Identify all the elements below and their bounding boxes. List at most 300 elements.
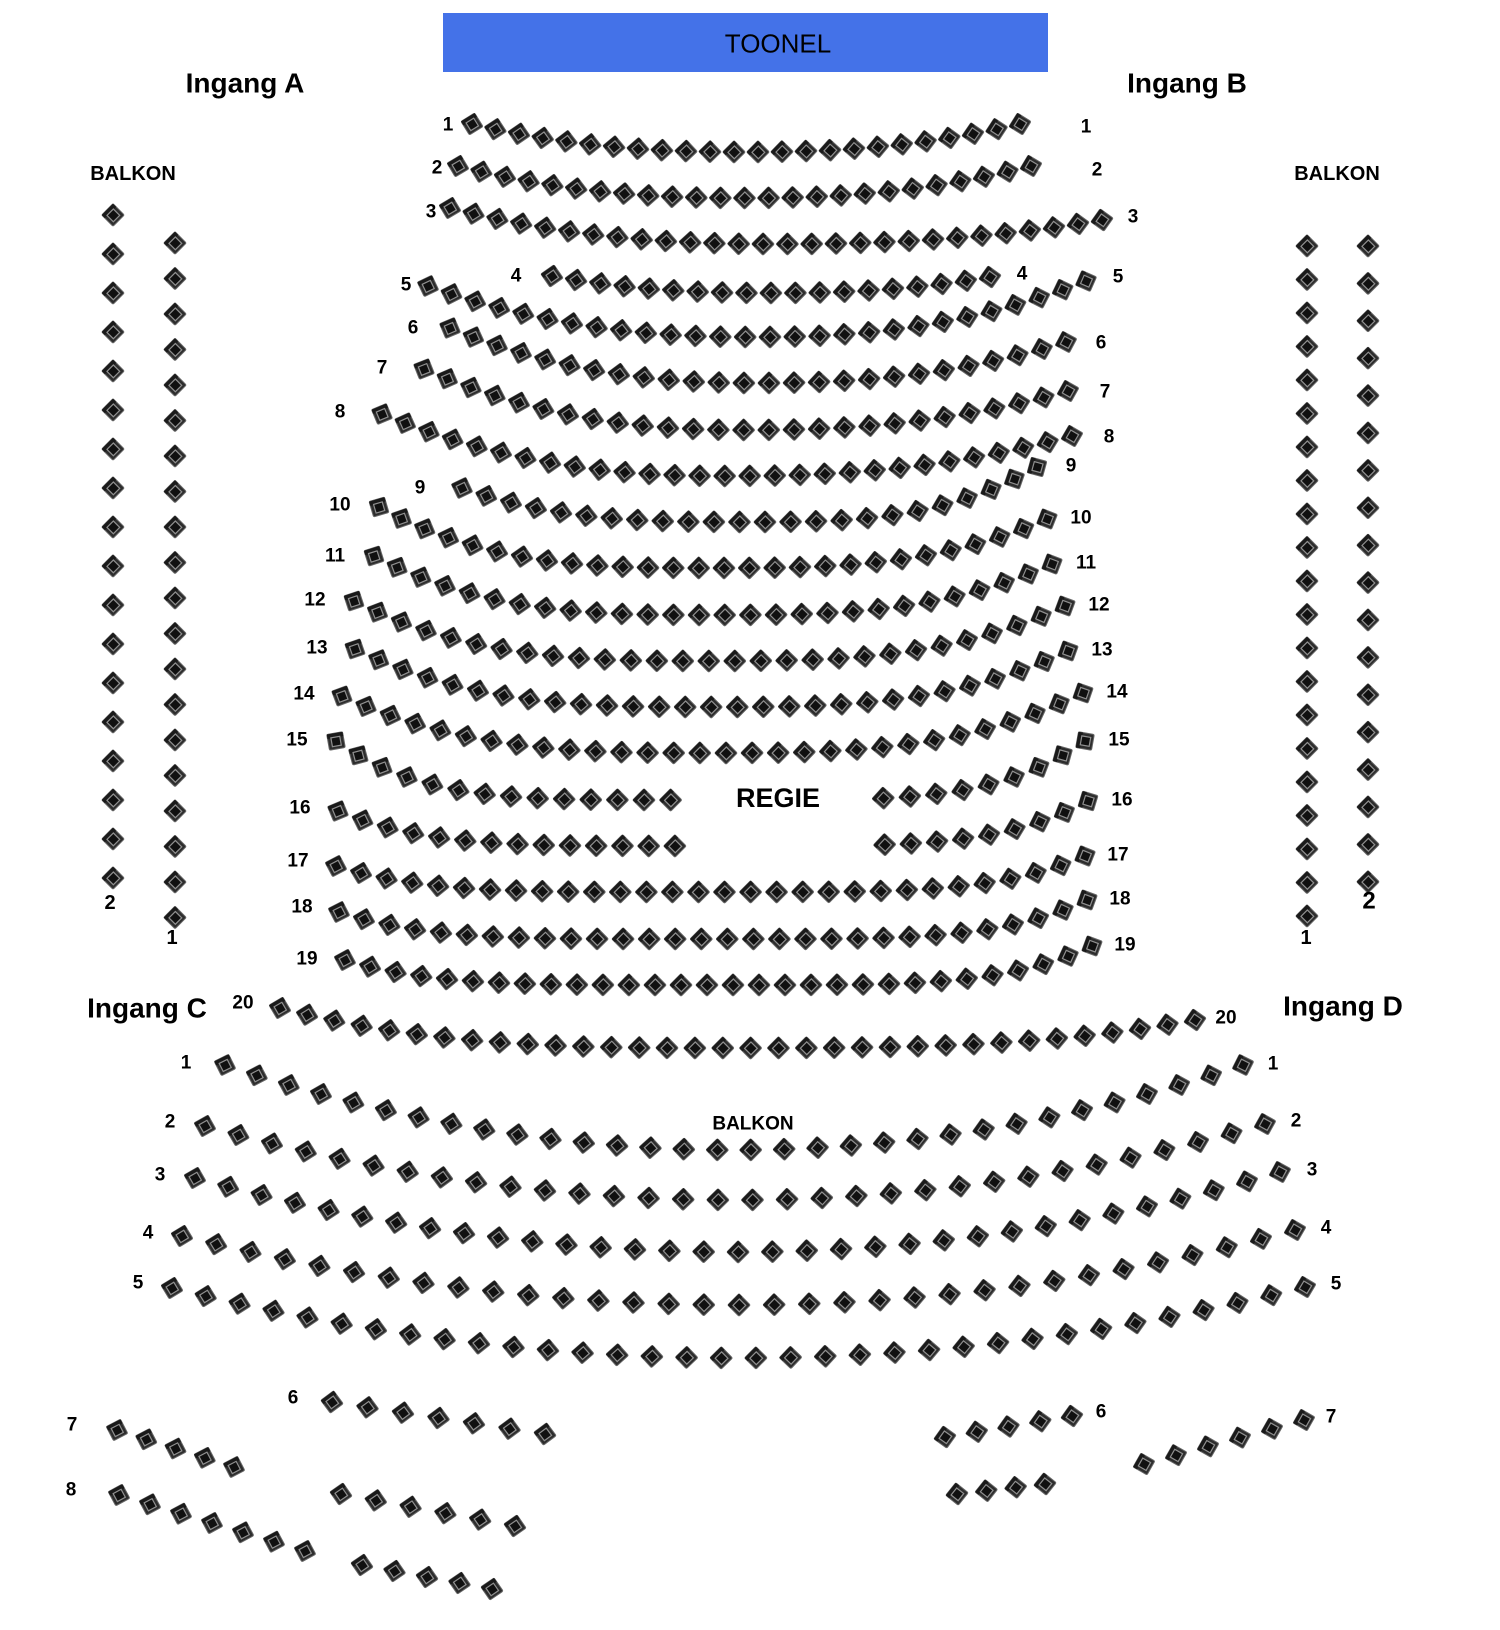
seat[interactable]: [957, 355, 979, 377]
seat[interactable]: [1357, 272, 1380, 295]
seat[interactable]: [883, 1341, 906, 1364]
seat[interactable]: [864, 1236, 887, 1259]
seat[interactable]: [900, 832, 923, 855]
seat[interactable]: [1037, 431, 1059, 453]
seat[interactable]: [392, 659, 413, 680]
seat[interactable]: [397, 1161, 419, 1183]
seat[interactable]: [1296, 905, 1319, 928]
seat[interactable]: [489, 1031, 512, 1054]
seat[interactable]: [606, 789, 629, 812]
seat[interactable]: [1005, 294, 1027, 316]
seat[interactable]: [1051, 1160, 1073, 1182]
seat[interactable]: [465, 1171, 487, 1193]
seat[interactable]: [1153, 1139, 1175, 1161]
seat[interactable]: [873, 833, 896, 856]
seat[interactable]: [323, 1010, 345, 1032]
seat[interactable]: [1296, 369, 1319, 392]
seat[interactable]: [585, 834, 608, 857]
seat[interactable]: [819, 139, 842, 162]
seat[interactable]: [229, 1293, 251, 1315]
seat[interactable]: [552, 1287, 575, 1310]
seat[interactable]: [579, 133, 601, 155]
seat[interactable]: [988, 442, 1010, 464]
seat[interactable]: [1082, 936, 1103, 957]
seat[interactable]: [541, 174, 563, 196]
seat[interactable]: [1187, 1131, 1209, 1153]
seat[interactable]: [973, 1279, 995, 1301]
seat[interactable]: [682, 418, 705, 441]
seat[interactable]: [514, 972, 537, 995]
seat[interactable]: [688, 742, 711, 765]
seat[interactable]: [500, 785, 523, 808]
seat[interactable]: [365, 1489, 387, 1511]
seat[interactable]: [1008, 392, 1030, 414]
seat[interactable]: [858, 368, 881, 391]
seat[interactable]: [711, 281, 734, 304]
seat[interactable]: [1197, 1435, 1219, 1457]
seat[interactable]: [447, 779, 469, 801]
seat[interactable]: [378, 1019, 400, 1041]
seat[interactable]: [1061, 1405, 1083, 1427]
seat[interactable]: [1021, 1328, 1043, 1350]
seat[interactable]: [164, 516, 187, 539]
seat[interactable]: [765, 603, 788, 626]
seat[interactable]: [872, 787, 895, 810]
seat[interactable]: [1357, 796, 1380, 819]
seat[interactable]: [508, 926, 531, 949]
seat[interactable]: [974, 872, 996, 894]
seat[interactable]: [417, 667, 439, 689]
seat[interactable]: [262, 1300, 284, 1322]
seat[interactable]: [913, 454, 935, 476]
seat[interactable]: [1296, 771, 1319, 794]
seat[interactable]: [539, 452, 561, 474]
seat[interactable]: [610, 319, 632, 341]
seat[interactable]: [540, 973, 563, 996]
seat[interactable]: [164, 303, 187, 326]
seat[interactable]: [888, 457, 910, 479]
seat[interactable]: [657, 416, 680, 439]
seat[interactable]: [633, 366, 655, 388]
seat[interactable]: [565, 269, 587, 291]
seat[interactable]: [402, 822, 424, 844]
seat[interactable]: [1357, 384, 1380, 407]
seat[interactable]: [462, 970, 485, 993]
seat[interactable]: [586, 554, 609, 577]
seat[interactable]: [566, 973, 589, 996]
seat[interactable]: [106, 1419, 128, 1441]
seat[interactable]: [849, 232, 872, 255]
seat[interactable]: [351, 1205, 373, 1227]
seat[interactable]: [771, 140, 794, 163]
seat[interactable]: [776, 1188, 799, 1211]
seat[interactable]: [776, 233, 799, 256]
seat[interactable]: [482, 1280, 504, 1302]
seat[interactable]: [603, 136, 626, 159]
seat[interactable]: [517, 1284, 540, 1307]
seat[interactable]: [1203, 1179, 1225, 1201]
seat[interactable]: [1001, 1220, 1023, 1242]
seat[interactable]: [589, 1236, 612, 1259]
seat[interactable]: [102, 321, 125, 344]
seat[interactable]: [723, 650, 746, 673]
seat[interactable]: [184, 1167, 206, 1189]
seat[interactable]: [882, 688, 904, 710]
seat[interactable]: [672, 1138, 695, 1161]
seat[interactable]: [880, 1182, 903, 1205]
seat[interactable]: [164, 800, 187, 823]
seat[interactable]: [674, 696, 697, 719]
seat[interactable]: [327, 732, 346, 751]
seat[interactable]: [707, 418, 730, 441]
seat[interactable]: [565, 177, 587, 199]
seat[interactable]: [1076, 732, 1095, 751]
seat[interactable]: [278, 1074, 300, 1096]
seat[interactable]: [826, 973, 849, 996]
seat[interactable]: [295, 1140, 317, 1162]
seat[interactable]: [468, 1332, 490, 1354]
seat[interactable]: [1165, 1444, 1187, 1466]
seat[interactable]: [331, 1313, 353, 1335]
seat[interactable]: [670, 974, 693, 997]
seat[interactable]: [893, 595, 915, 617]
seat[interactable]: [1038, 1106, 1060, 1128]
seat[interactable]: [661, 881, 684, 904]
seat[interactable]: [1018, 1029, 1041, 1052]
seat[interactable]: [1042, 554, 1063, 575]
seat[interactable]: [662, 279, 685, 302]
seat[interactable]: [541, 265, 563, 287]
seat[interactable]: [858, 414, 881, 437]
seat[interactable]: [164, 835, 187, 858]
seat[interactable]: [492, 684, 514, 706]
seat[interactable]: [1296, 871, 1319, 894]
seat[interactable]: [102, 789, 125, 812]
seat[interactable]: [983, 397, 1005, 419]
seat[interactable]: [430, 921, 452, 943]
seat[interactable]: [922, 228, 945, 251]
seat[interactable]: [164, 445, 187, 468]
seat[interactable]: [622, 695, 645, 718]
seat[interactable]: [500, 492, 522, 514]
seat[interactable]: [164, 622, 187, 645]
seat[interactable]: [480, 730, 502, 752]
seat[interactable]: [582, 408, 604, 430]
seat[interactable]: [490, 442, 512, 464]
seat[interactable]: [321, 1391, 343, 1413]
seat[interactable]: [830, 693, 853, 716]
seat[interactable]: [1296, 704, 1319, 727]
seat[interactable]: [791, 881, 814, 904]
seat[interactable]: [854, 182, 877, 205]
seat[interactable]: [757, 419, 780, 442]
seat[interactable]: [1236, 1170, 1258, 1192]
seat[interactable]: [795, 1239, 818, 1262]
seat[interactable]: [966, 1421, 988, 1443]
seat[interactable]: [1007, 959, 1029, 981]
seat[interactable]: [973, 166, 995, 188]
seat[interactable]: [378, 914, 400, 936]
seat[interactable]: [1077, 890, 1098, 911]
seat[interactable]: [956, 306, 978, 328]
seat[interactable]: [611, 603, 634, 626]
seat[interactable]: [958, 402, 980, 424]
seat[interactable]: [606, 1134, 629, 1157]
seat[interactable]: [856, 691, 879, 714]
seat[interactable]: [1078, 1264, 1100, 1286]
seat[interactable]: [1357, 309, 1380, 332]
seat[interactable]: [763, 464, 786, 487]
seat[interactable]: [644, 974, 667, 997]
seat[interactable]: [332, 686, 353, 707]
seat[interactable]: [553, 788, 576, 811]
seat[interactable]: [881, 504, 903, 526]
seat[interactable]: [613, 182, 636, 205]
seat[interactable]: [1091, 209, 1113, 231]
seat[interactable]: [611, 835, 634, 858]
seat[interactable]: [765, 881, 788, 904]
seat[interactable]: [1133, 1453, 1155, 1475]
seat[interactable]: [902, 177, 924, 199]
seat[interactable]: [1296, 637, 1319, 660]
seat[interactable]: [978, 774, 1000, 796]
seat[interactable]: [161, 1277, 183, 1299]
seat[interactable]: [481, 1578, 503, 1600]
seat[interactable]: [962, 123, 984, 145]
seat[interactable]: [517, 1033, 540, 1056]
seat[interactable]: [532, 834, 555, 857]
seat[interactable]: [833, 280, 856, 303]
seat[interactable]: [801, 648, 824, 671]
seat[interactable]: [633, 789, 656, 812]
seat[interactable]: [1043, 1270, 1065, 1292]
seat[interactable]: [830, 184, 853, 207]
seat[interactable]: [592, 974, 615, 997]
seat[interactable]: [618, 974, 641, 997]
seat[interactable]: [805, 510, 828, 533]
seat[interactable]: [544, 691, 567, 714]
seat[interactable]: [328, 901, 350, 923]
seat[interactable]: [102, 594, 125, 617]
seat[interactable]: [164, 587, 187, 610]
seat[interactable]: [637, 835, 660, 858]
seat[interactable]: [416, 1566, 438, 1588]
seat[interactable]: [622, 1291, 645, 1314]
seat[interactable]: [747, 141, 770, 164]
seat[interactable]: [480, 831, 503, 854]
seat[interactable]: [436, 968, 459, 991]
seat[interactable]: [1147, 1251, 1169, 1273]
seat[interactable]: [775, 649, 798, 672]
seat[interactable]: [364, 546, 384, 566]
seat[interactable]: [741, 1189, 764, 1212]
seat[interactable]: [897, 733, 919, 755]
seat[interactable]: [662, 557, 685, 580]
seat[interactable]: [296, 1004, 318, 1026]
seat[interactable]: [102, 555, 125, 578]
seat[interactable]: [820, 927, 843, 950]
seat[interactable]: [1073, 683, 1093, 703]
seat[interactable]: [441, 283, 463, 305]
seat[interactable]: [573, 1131, 596, 1154]
seat[interactable]: [1129, 1018, 1151, 1040]
seat[interactable]: [830, 509, 853, 532]
seat[interactable]: [526, 787, 549, 810]
seat[interactable]: [1043, 216, 1065, 238]
seat[interactable]: [1357, 496, 1380, 519]
seat[interactable]: [1104, 1092, 1126, 1114]
seat[interactable]: [1035, 1215, 1057, 1237]
seat[interactable]: [585, 316, 607, 338]
seat[interactable]: [406, 1023, 428, 1045]
seat[interactable]: [613, 275, 635, 297]
seat[interactable]: [1221, 1122, 1243, 1144]
seat[interactable]: [1102, 1203, 1124, 1225]
seat[interactable]: [1296, 536, 1319, 559]
seat[interactable]: [609, 881, 632, 904]
seat[interactable]: [427, 1407, 449, 1429]
seat[interactable]: [428, 826, 450, 848]
seat[interactable]: [1169, 1188, 1191, 1210]
seat[interactable]: [774, 974, 797, 997]
seat[interactable]: [788, 464, 811, 487]
seat[interactable]: [778, 695, 801, 718]
seat[interactable]: [171, 1225, 193, 1247]
seat[interactable]: [1057, 380, 1079, 402]
seat[interactable]: [658, 369, 681, 392]
seat[interactable]: [586, 928, 609, 951]
seat[interactable]: [946, 1483, 968, 1505]
seat[interactable]: [536, 549, 558, 571]
seat[interactable]: [675, 140, 698, 163]
seat[interactable]: [453, 877, 476, 900]
seat[interactable]: [896, 879, 919, 902]
seat[interactable]: [456, 924, 479, 947]
seat[interactable]: [440, 627, 462, 649]
seat[interactable]: [671, 650, 694, 673]
seat[interactable]: [102, 633, 125, 656]
seat[interactable]: [938, 450, 960, 472]
seat[interactable]: [557, 403, 579, 425]
seat[interactable]: [638, 463, 661, 486]
seat[interactable]: [749, 649, 772, 672]
seat[interactable]: [926, 830, 949, 853]
seat[interactable]: [1200, 1065, 1222, 1087]
seat[interactable]: [1031, 338, 1053, 360]
seat[interactable]: [510, 212, 532, 234]
seat[interactable]: [164, 693, 187, 716]
seat[interactable]: [479, 878, 502, 901]
seat[interactable]: [934, 406, 956, 428]
seat[interactable]: [978, 824, 1000, 846]
seat[interactable]: [688, 464, 711, 487]
seat[interactable]: [1136, 1083, 1158, 1105]
seat[interactable]: [699, 140, 722, 163]
seat[interactable]: [568, 1182, 591, 1205]
seat[interactable]: [967, 1225, 989, 1247]
seat[interactable]: [387, 557, 408, 578]
seat[interactable]: [845, 1185, 868, 1208]
seat[interactable]: [879, 1036, 902, 1059]
seat[interactable]: [461, 1029, 484, 1052]
seat[interactable]: [1073, 1025, 1096, 1048]
seat[interactable]: [865, 551, 888, 574]
seat[interactable]: [510, 342, 532, 364]
seat[interactable]: [758, 372, 781, 395]
seat[interactable]: [814, 463, 837, 486]
seat[interactable]: [310, 1083, 332, 1105]
seat[interactable]: [1013, 518, 1034, 539]
seat[interactable]: [1069, 1209, 1091, 1231]
seat[interactable]: [974, 718, 996, 740]
seat[interactable]: [328, 801, 349, 822]
seat[interactable]: [716, 928, 739, 951]
seat[interactable]: [564, 455, 586, 477]
seat[interactable]: [690, 928, 713, 951]
seat[interactable]: [1296, 436, 1319, 459]
seat[interactable]: [555, 130, 577, 152]
seat[interactable]: [518, 688, 540, 710]
seat[interactable]: [102, 867, 125, 890]
seat[interactable]: [437, 368, 458, 389]
seat[interactable]: [377, 817, 399, 839]
seat[interactable]: [732, 419, 755, 442]
seat[interactable]: [559, 354, 581, 376]
seat[interactable]: [534, 349, 556, 371]
seat[interactable]: [1031, 606, 1052, 627]
seat[interactable]: [938, 127, 960, 149]
seat[interactable]: [973, 1118, 995, 1140]
seat[interactable]: [1357, 646, 1380, 669]
seat[interactable]: [739, 881, 762, 904]
seat[interactable]: [1032, 953, 1054, 975]
seat[interactable]: [984, 668, 1006, 690]
seat[interactable]: [733, 372, 756, 395]
seat[interactable]: [662, 742, 685, 765]
seat[interactable]: [542, 645, 565, 668]
seat[interactable]: [1004, 469, 1024, 489]
seat[interactable]: [1296, 570, 1319, 593]
seat[interactable]: [1357, 609, 1380, 632]
seat[interactable]: [905, 639, 927, 661]
seat[interactable]: [983, 1171, 1005, 1193]
seat[interactable]: [583, 359, 605, 381]
seat[interactable]: [853, 645, 876, 668]
seat[interactable]: [1168, 1074, 1190, 1096]
seat[interactable]: [1004, 1476, 1026, 1498]
seat[interactable]: [1261, 1418, 1283, 1440]
seat[interactable]: [1296, 335, 1319, 358]
seat[interactable]: [490, 638, 512, 660]
seat[interactable]: [817, 880, 840, 903]
seat[interactable]: [494, 166, 516, 188]
seat[interactable]: [757, 187, 780, 210]
seat[interactable]: [908, 685, 930, 707]
seat[interactable]: [429, 719, 451, 741]
seat[interactable]: [514, 447, 536, 469]
seat[interactable]: [537, 308, 559, 330]
seat[interactable]: [102, 750, 125, 773]
seat[interactable]: [588, 458, 610, 480]
seat[interactable]: [752, 233, 775, 256]
seat[interactable]: [1057, 945, 1078, 966]
seat[interactable]: [620, 649, 643, 672]
seat[interactable]: [484, 385, 506, 407]
seat[interactable]: [738, 557, 761, 580]
seat[interactable]: [164, 871, 187, 894]
seat[interactable]: [759, 326, 782, 349]
seat[interactable]: [781, 186, 804, 209]
